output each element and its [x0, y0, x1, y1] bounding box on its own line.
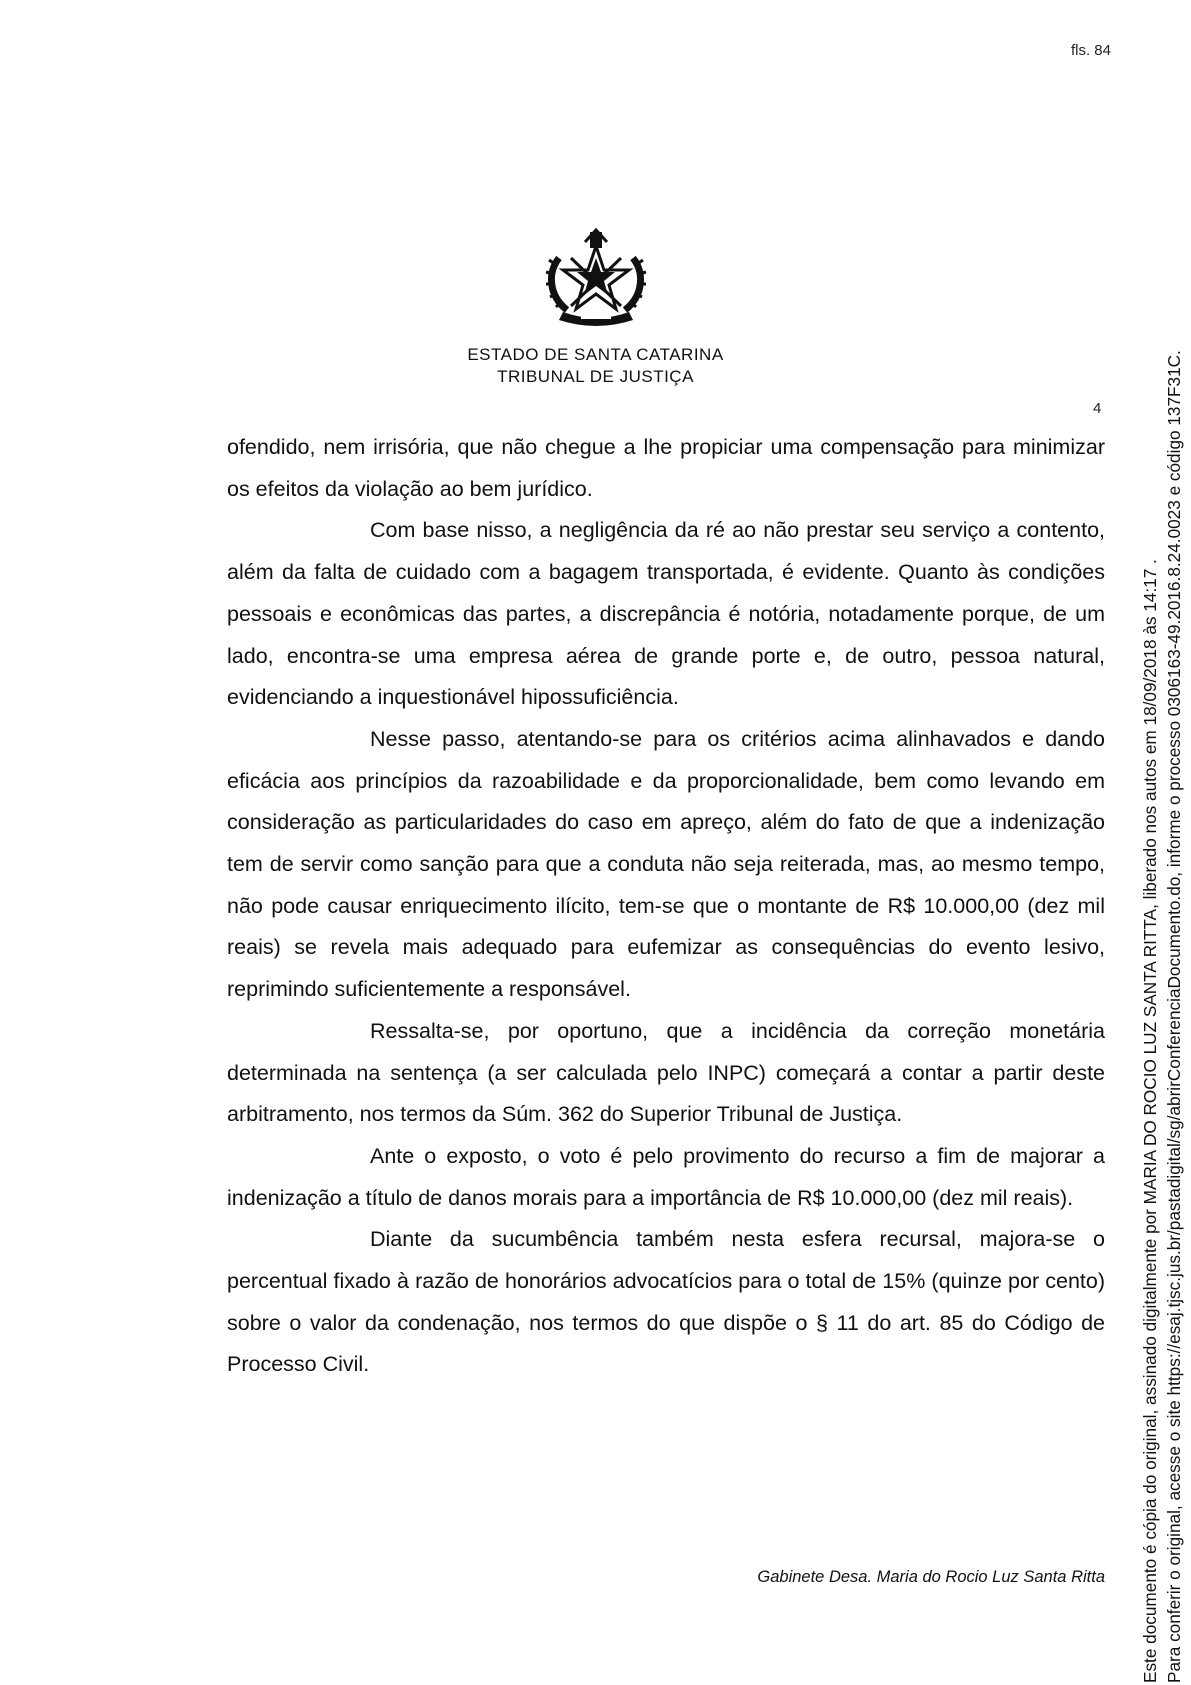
- document-header: [0, 228, 1191, 388]
- paragraph: ofendido, nem irrisória, que não chegue a lhe propiciar uma compensação para minimizar os efeitos da violação ao bem jurídico.: [227, 435, 1105, 501]
- signature-stamp-line: Este documento é cópia do original, assinado digitalmente por MARIA DO ROCIO LUZ SANTA RITTA, liberado nos autos em 18/09/2018 às 14:17 .: [1140, 559, 1160, 1683]
- coat-of-arms-icon: [541, 228, 651, 328]
- chamber-footer: Gabinete Desa. Maria do Rocio Luz Santa Ritta: [757, 1568, 1105, 1586]
- folio-number: fls. 84: [1070, 42, 1111, 59]
- page-number: 4: [1093, 400, 1102, 417]
- digital-signature-stamp: [1138, 273, 1186, 1683]
- paragraph: Nesse passo, atentando-se para os critérios acima alinhavados e dando eficácia aos princípios da razoabilidade e da proporcionalidade, bem como levando em consideração as particularidades do caso em apreço, além do fato de que a indenização tem de servir como sanção para que a conduta não seja reiterada, mas, ao mesmo tempo, não pode causar enriquecimento ilícito, tem-se que o montante de R$ 10.000,00 (dez mil reais) se revela mais adequado para eufemizar as consequências do evento lesivo, reprimindo suficientemente a responsável.: [227, 726, 1105, 1002]
- paragraph: Com base nisso, a negligência da ré ao não prestar seu serviço a contento, além da falta de cuidado com a bagagem transportada, é evidente. Quanto às condições pessoais e econômicas das partes, a discrepância é notória, notadamente porque, de um lado, encontra-se uma empresa aérea de grande porte e, de outro, pessoa natural, evidenciando a inquestionável hipossuficiência.: [227, 518, 1105, 710]
- paragraph: Ante o exposto, o voto é pelo provimento do recurso a fim de majorar a indenização a título de danos morais para a importância de R$ 10.000,00 (dez mil reais).: [227, 1143, 1105, 1210]
- institution-state: ESTADO DE SANTA CATARINA: [467, 345, 724, 364]
- document-body: [227, 427, 1105, 1386]
- paragraph: Diante da sucumbência também nesta esfera recursal, majora-se o percentual fixado à razão de honorários advocatícios para o total de 15% (quinze por cento) sobre o valor da condenação, nos termos do que dispõe o § 11 do art. 85 do Código de Processo Civil.: [227, 1227, 1105, 1377]
- paragraph: Ressalta-se, por oportuno, que a incidência da correção monetária determinada na sentença (a ser calculada pelo INPC) começará a contar a partir deste arbitramento, nos termos da Súm. 362 do Superior Tribunal de Justiça.: [227, 1018, 1105, 1127]
- verification-stamp-line: Para conferir o original, acesse o site https://esaj.tjsc.jus.br/pastadigital/sg/abrirConferenciaDocumento.do, informe o processo 0306163-49.2016.8.24.0023 e código 137F31C.: [1164, 350, 1184, 1683]
- institution-court: TRIBUNAL DE JUSTIÇA: [497, 367, 694, 386]
